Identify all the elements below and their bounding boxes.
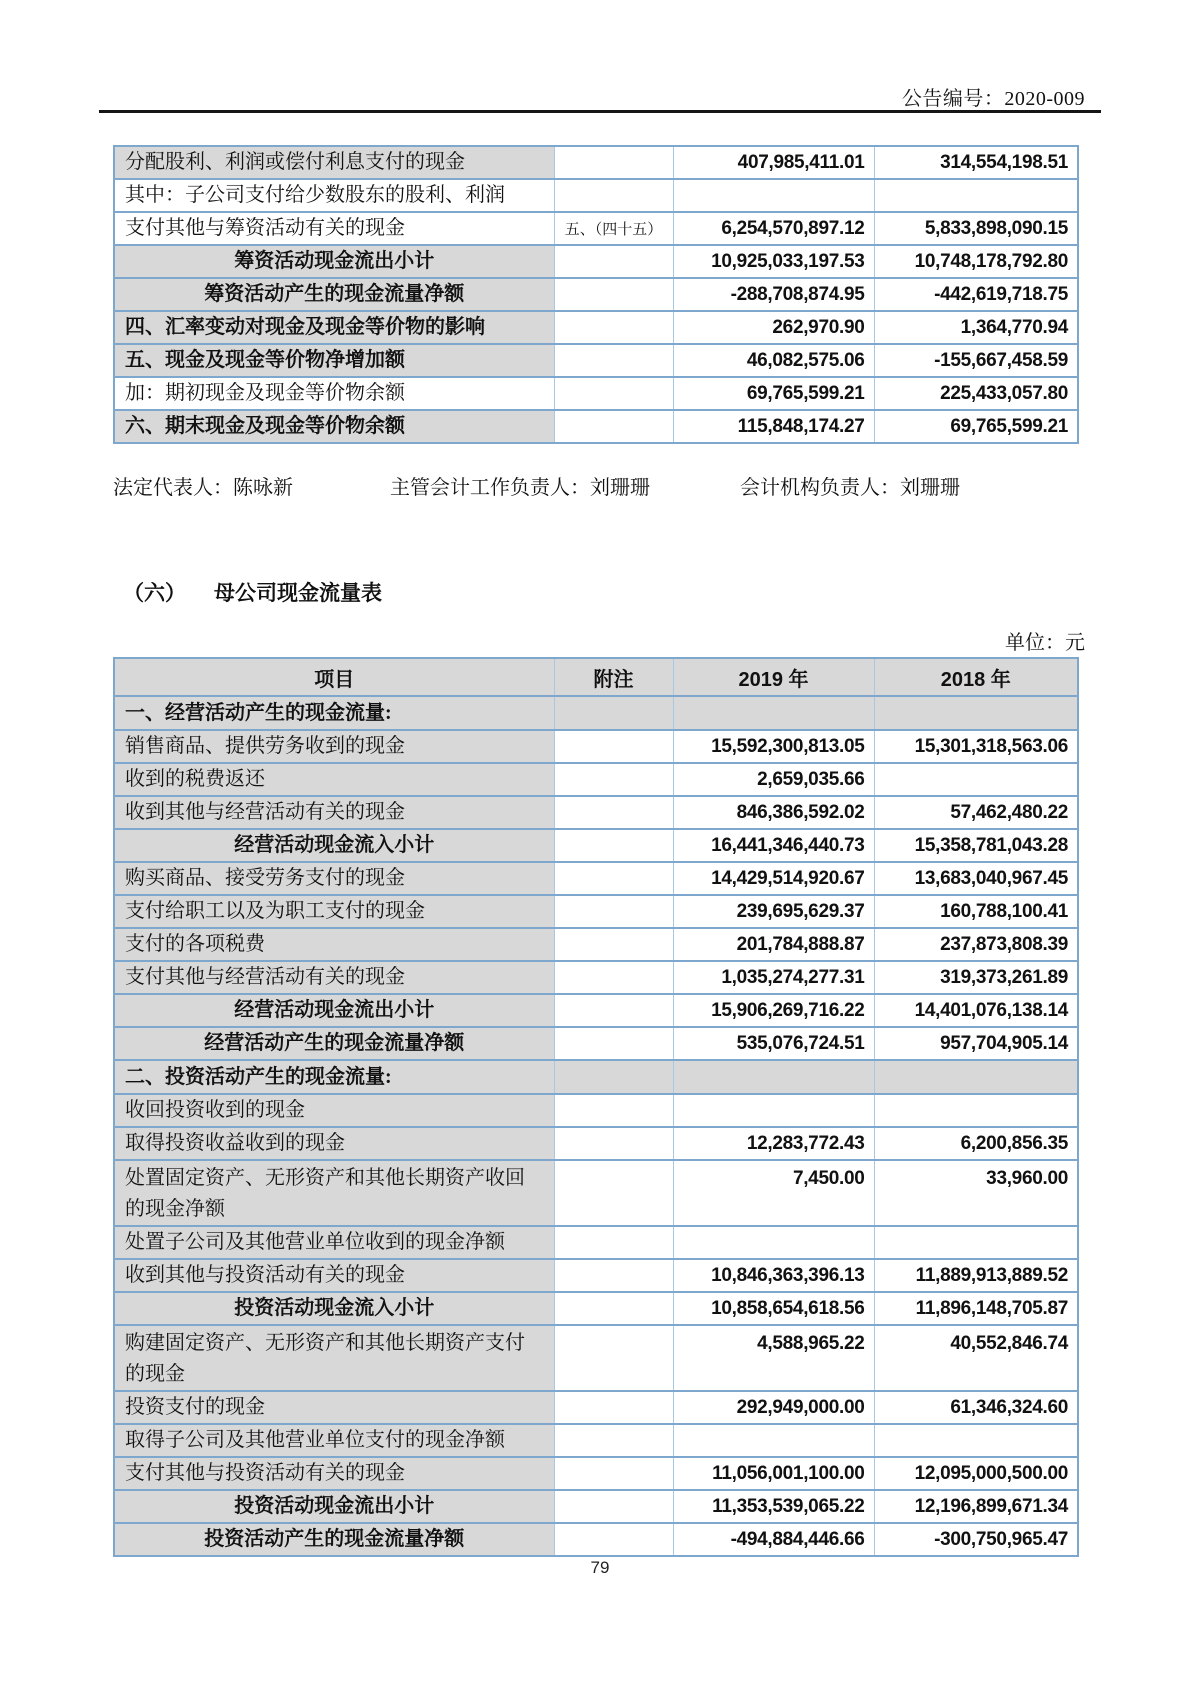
value-2019-cell: 16,441,346,440.73 (673, 829, 874, 862)
row-label-cell: 收到的税费返还 (114, 763, 554, 796)
note-cell (554, 961, 673, 994)
section-index: （六） (123, 581, 186, 605)
value-2018-cell: 14,401,076,138.14 (874, 994, 1078, 1027)
note-cell (554, 278, 673, 311)
note-cell (554, 763, 673, 796)
note-cell (554, 1160, 673, 1226)
table-row (114, 928, 1078, 961)
value-2019-cell: 11,056,001,100.00 (673, 1457, 874, 1490)
table-row (114, 1424, 1078, 1457)
value-2019-cell: 4,588,965.22 (673, 1325, 874, 1391)
note-cell (554, 344, 673, 377)
value-2019-cell: 292,949,000.00 (673, 1391, 874, 1424)
note-cell (554, 994, 673, 1027)
table-row (114, 212, 1078, 245)
table-row (114, 1457, 1078, 1490)
row-label-cell: 购买商品、接受劳务支付的现金 (114, 862, 554, 895)
row-label-cell: 投资活动产生的现金流量净额 (114, 1523, 554, 1556)
table-row (114, 1127, 1078, 1160)
value-2019-cell: -494,884,446.66 (673, 1523, 874, 1556)
table-row (114, 1292, 1078, 1325)
note-cell (554, 1127, 673, 1160)
table-row (114, 829, 1078, 862)
table-row (114, 1523, 1078, 1556)
table-row (114, 245, 1078, 278)
note-cell (554, 829, 673, 862)
value-2019-cell: 46,082,575.06 (673, 344, 874, 377)
value-2018-cell: 15,358,781,043.28 (874, 829, 1078, 862)
value-2019-cell: 10,925,033,197.53 (673, 245, 874, 278)
value-2018-cell: 69,765,599.21 (874, 410, 1078, 443)
value-2018-cell: 957,704,905.14 (874, 1027, 1078, 1060)
table-row (114, 696, 1078, 730)
value-2018-cell: 160,788,100.41 (874, 895, 1078, 928)
value-2018-cell: 57,462,480.22 (874, 796, 1078, 829)
value-2018-cell (874, 1424, 1078, 1457)
value-2019-cell (673, 696, 874, 730)
row-label-cell: 投资活动现金流入小计 (114, 1292, 554, 1325)
column-header: 2018 年 (874, 658, 1078, 696)
note-cell (554, 410, 673, 443)
note-cell (554, 1259, 673, 1292)
value-2018-cell: 11,889,913,889.52 (874, 1259, 1078, 1292)
value-2019-cell: 11,353,539,065.22 (673, 1490, 874, 1523)
value-2019-cell: 15,906,269,716.22 (673, 994, 874, 1027)
row-label-cell: 其中：子公司支付给少数股东的股利、利润 (114, 179, 554, 212)
value-2019-cell: 201,784,888.87 (673, 928, 874, 961)
value-2019-cell: 14,429,514,920.67 (673, 862, 874, 895)
value-2018-cell: 11,896,148,705.87 (874, 1292, 1078, 1325)
row-label-cell: 六、期末现金及现金等价物余额 (114, 410, 554, 443)
row-label-cell: 销售商品、提供劳务收到的现金 (114, 730, 554, 763)
value-2018-cell: 61,346,324.60 (874, 1391, 1078, 1424)
section-title (123, 577, 382, 607)
value-2019-cell: 15,592,300,813.05 (673, 730, 874, 763)
table-row (114, 1391, 1078, 1424)
value-2019-cell (673, 1094, 874, 1127)
value-2019-cell: 1,035,274,277.31 (673, 961, 874, 994)
table-row (114, 763, 1078, 796)
row-label-cell: 五、现金及现金等价物净增加额 (114, 344, 554, 377)
row-label-cell: 投资活动现金流出小计 (114, 1490, 554, 1523)
row-label-cell: 二、投资活动产生的现金流量: (114, 1060, 554, 1094)
note-cell (554, 730, 673, 763)
value-2019-cell (673, 1424, 874, 1457)
note-cell: 五、（四十五） (554, 212, 673, 245)
value-2018-cell (874, 696, 1078, 730)
table-row (114, 994, 1078, 1027)
value-2018-cell: 237,873,808.39 (874, 928, 1078, 961)
table-header-row (114, 658, 1078, 696)
table-row (114, 862, 1078, 895)
note-cell (554, 796, 673, 829)
row-label-cell: 筹资活动产生的现金流量净额 (114, 278, 554, 311)
row-label-cell: 投资支付的现金 (114, 1391, 554, 1424)
note-cell (554, 862, 673, 895)
value-2018-cell: 5,833,898,090.15 (874, 212, 1078, 245)
value-2018-cell: -300,750,965.47 (874, 1523, 1078, 1556)
table-row (114, 1490, 1078, 1523)
announcement-number: 公告编号：2020-009 (901, 88, 1085, 110)
value-2018-cell (874, 1226, 1078, 1259)
note-cell (554, 1457, 673, 1490)
value-2018-cell: 1,364,770.94 (874, 311, 1078, 344)
value-2019-cell: 535,076,724.51 (673, 1027, 874, 1060)
note-cell (554, 1292, 673, 1325)
value-2018-cell: 12,196,899,671.34 (874, 1490, 1078, 1523)
value-2018-cell: 40,552,846.74 (874, 1325, 1078, 1391)
row-label-cell: 一、经营活动产生的现金流量: (114, 696, 554, 730)
parent-cashflow-table (113, 657, 1079, 1557)
value-2019-cell: 69,765,599.21 (673, 377, 874, 410)
value-2019-cell: 2,659,035.66 (673, 763, 874, 796)
value-2019-cell: 10,846,363,396.13 (673, 1259, 874, 1292)
table-row (114, 344, 1078, 377)
financing-cashflow-table (113, 145, 1079, 444)
row-label-cell: 支付其他与经营活动有关的现金 (114, 961, 554, 994)
table-row (114, 410, 1078, 443)
value-2019-cell: 262,970.90 (673, 311, 874, 344)
value-2018-cell: 10,748,178,792.80 (874, 245, 1078, 278)
row-label-cell: 处置固定资产、无形资产和其他长期资产收回的现金净额 (114, 1160, 554, 1226)
note-cell (554, 1060, 673, 1094)
row-label-cell: 处置子公司及其他营业单位收到的现金净额 (114, 1226, 554, 1259)
note-cell (554, 1226, 673, 1259)
table-row (114, 278, 1078, 311)
value-2019-cell: 407,985,411.01 (673, 146, 874, 179)
table-row (114, 1060, 1078, 1094)
column-header: 2019 年 (673, 658, 874, 696)
note-cell (554, 696, 673, 730)
row-label-cell: 分配股利、利润或偿付利息支付的现金 (114, 146, 554, 179)
row-label-cell: 支付给职工以及为职工支付的现金 (114, 895, 554, 928)
value-2018-cell: -155,667,458.59 (874, 344, 1078, 377)
row-label-cell: 取得投资收益收到的现金 (114, 1127, 554, 1160)
row-label-cell: 加：期初现金及现金等价物余额 (114, 377, 554, 410)
value-2019-cell (673, 1060, 874, 1094)
header-rule (99, 110, 1101, 113)
value-2018-cell: 13,683,040,967.45 (874, 862, 1078, 895)
legal-representative: 法定代表人：陈咏新 (113, 477, 293, 499)
note-cell (554, 1490, 673, 1523)
note-cell (554, 179, 673, 212)
value-2018-cell: 314,554,198.51 (874, 146, 1078, 179)
note-cell (554, 1523, 673, 1556)
table-row (114, 179, 1078, 212)
value-2018-cell: 225,433,057.80 (874, 377, 1078, 410)
row-label-cell: 收到其他与投资活动有关的现金 (114, 1259, 554, 1292)
value-2019-cell: -288,708,874.95 (673, 278, 874, 311)
value-2018-cell: 15,301,318,563.06 (874, 730, 1078, 763)
note-cell (554, 1027, 673, 1060)
value-2019-cell: 239,695,629.37 (673, 895, 874, 928)
row-label-cell: 购建固定资产、无形资产和其他长期资产支付的现金 (114, 1325, 554, 1391)
page-number: 79 (590, 1558, 610, 1577)
table-row (114, 311, 1078, 344)
row-label-cell: 四、汇率变动对现金及现金等价物的影响 (114, 311, 554, 344)
value-2018-cell (874, 1060, 1078, 1094)
row-label-cell: 经营活动现金流入小计 (114, 829, 554, 862)
value-2018-cell: 319,373,261.89 (874, 961, 1078, 994)
table-row (114, 1027, 1078, 1060)
value-2018-cell: 33,960.00 (874, 1160, 1078, 1226)
table-row (114, 1094, 1078, 1127)
value-2018-cell (874, 763, 1078, 796)
table-row (114, 146, 1078, 179)
value-2019-cell: 846,386,592.02 (673, 796, 874, 829)
note-cell (554, 245, 673, 278)
value-2019-cell (673, 179, 874, 212)
value-2019-cell (673, 1226, 874, 1259)
value-2019-cell: 7,450.00 (673, 1160, 874, 1226)
value-2018-cell (874, 179, 1078, 212)
section-name: 母公司现金流量表 (214, 581, 382, 605)
row-label-cell: 取得子公司及其他营业单位支付的现金净额 (114, 1424, 554, 1457)
value-2019-cell: 6,254,570,897.12 (673, 212, 874, 245)
value-2019-cell: 10,858,654,618.56 (673, 1292, 874, 1325)
unit-label: 单位：元 (1005, 632, 1085, 654)
row-label-cell: 经营活动现金流出小计 (114, 994, 554, 1027)
table-row (114, 1259, 1078, 1292)
value-2018-cell (874, 1094, 1078, 1127)
table-row (114, 961, 1078, 994)
note-cell (554, 1325, 673, 1391)
row-label-cell: 收到其他与经营活动有关的现金 (114, 796, 554, 829)
note-cell (554, 377, 673, 410)
table-row (114, 730, 1078, 763)
column-header: 项目 (114, 658, 554, 696)
chief-accountant: 主管会计工作负责人：刘珊珊 (390, 477, 650, 499)
table-row (114, 1226, 1078, 1259)
accounting-head: 会计机构负责人：刘珊珊 (740, 477, 960, 499)
table-row (114, 796, 1078, 829)
row-label-cell: 筹资活动现金流出小计 (114, 245, 554, 278)
value-2019-cell: 115,848,174.27 (673, 410, 874, 443)
row-label-cell: 支付其他与筹资活动有关的现金 (114, 212, 554, 245)
note-cell (554, 928, 673, 961)
note-cell (554, 1094, 673, 1127)
note-cell (554, 311, 673, 344)
table-row (114, 1160, 1078, 1226)
row-label-cell: 支付的各项税费 (114, 928, 554, 961)
value-2019-cell: 12,283,772.43 (673, 1127, 874, 1160)
note-cell (554, 895, 673, 928)
value-2018-cell: -442,619,718.75 (874, 278, 1078, 311)
column-header: 附注 (554, 658, 673, 696)
note-cell (554, 1424, 673, 1457)
table-row (114, 377, 1078, 410)
row-label-cell: 经营活动产生的现金流量净额 (114, 1027, 554, 1060)
value-2018-cell: 12,095,000,500.00 (874, 1457, 1078, 1490)
signature-line (0, 471, 1200, 499)
table-row (114, 1325, 1078, 1391)
value-2018-cell: 6,200,856.35 (874, 1127, 1078, 1160)
note-cell (554, 1391, 673, 1424)
note-cell (554, 146, 673, 179)
row-label-cell: 收回投资收到的现金 (114, 1094, 554, 1127)
row-label-cell: 支付其他与投资活动有关的现金 (114, 1457, 554, 1490)
table-row (114, 895, 1078, 928)
